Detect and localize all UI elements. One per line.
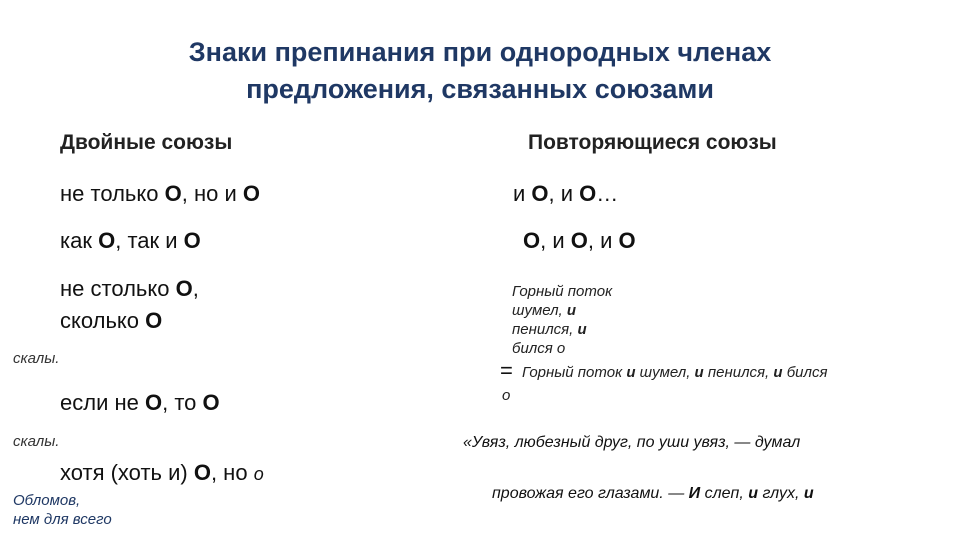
conjunction: и [773, 364, 783, 381]
ellipsis: … [596, 181, 619, 206]
quote-line-2 [492, 485, 814, 503]
conjunction: и [626, 364, 636, 381]
text: хотя (хоть и) [60, 460, 194, 485]
left-note-3 [13, 491, 112, 529]
example-line [512, 301, 612, 320]
slide-title-line-2: предложения, связанных союзами [246, 74, 714, 104]
text: , так и [115, 228, 184, 253]
text: пенился, [512, 321, 578, 338]
text: сколько [60, 308, 146, 333]
member-mark: О [618, 228, 636, 253]
text: и [513, 181, 532, 206]
text: Горный поток [522, 364, 627, 381]
member-mark: О [98, 228, 116, 253]
left-heading: Двойные союзы [60, 131, 233, 154]
text: провожая его глазами. — [492, 485, 689, 502]
text: , [192, 276, 199, 301]
member-mark: О [579, 181, 597, 206]
text: , и [540, 228, 571, 253]
left-note-3-line-1: Обломов, [13, 492, 81, 509]
left-row-3-cont [60, 308, 162, 334]
member-mark: О [175, 276, 193, 301]
left-note-3-line-2: нем для всего [13, 511, 112, 528]
example-line: Горный поток [512, 283, 613, 300]
text: не столько [60, 276, 176, 301]
left-note-2: скалы. [13, 433, 60, 450]
text: слеп, [700, 485, 749, 502]
right-row-2 [523, 228, 636, 254]
conjunction: и [694, 364, 704, 381]
right-example-2 [522, 364, 827, 381]
text: если не [60, 390, 145, 415]
member-mark: О [183, 228, 201, 253]
text: , то [162, 390, 203, 415]
left-row-1 [60, 181, 260, 207]
example-line [512, 320, 612, 339]
member-mark: О [202, 390, 220, 415]
member-mark: О [193, 460, 211, 485]
text: как [60, 228, 99, 253]
left-row-2 [60, 228, 201, 254]
text: пенился, [703, 364, 774, 381]
text: глух, [758, 485, 804, 502]
right-heading: Повторяющиеся союзы [528, 131, 777, 154]
member-mark: О [145, 308, 163, 333]
text: , но [210, 460, 254, 485]
left-row-5 [60, 460, 264, 486]
left-row-3 [60, 276, 199, 302]
member-mark: О [144, 390, 163, 415]
text: , и [587, 228, 619, 253]
text: не только [60, 181, 165, 206]
conjunction: и [803, 485, 814, 502]
member-mark: О [523, 228, 541, 253]
text: шумел, [512, 302, 567, 319]
text: , но и [181, 181, 243, 206]
text: шумел, [635, 364, 695, 381]
slide-title [0, 34, 960, 108]
conjunction: и [748, 485, 758, 502]
quote-line-1: «Увяз, любезный друг, по уши увяз, — думал [463, 434, 801, 451]
member-mark: О [242, 181, 260, 206]
text: бился [782, 364, 828, 381]
member-mark: О [570, 228, 588, 253]
right-row-1 [513, 181, 618, 207]
right-example-1 [512, 282, 612, 358]
text: , и [548, 181, 580, 206]
conjunction: и [566, 302, 577, 319]
conjunction: И [688, 485, 701, 502]
right-example-2-cont: о [502, 387, 511, 404]
member-mark: О [164, 181, 182, 206]
conjunction: и [577, 321, 587, 338]
member-mark-small: о [253, 464, 264, 484]
example-line: бился о [512, 340, 566, 357]
member-mark: О [531, 181, 549, 206]
left-row-4 [60, 390, 220, 416]
slide-title-line-1: Знаки препинания при однородных членах [188, 37, 772, 67]
left-note-1: скалы. [13, 350, 60, 367]
equals-sign: = [500, 358, 513, 383]
